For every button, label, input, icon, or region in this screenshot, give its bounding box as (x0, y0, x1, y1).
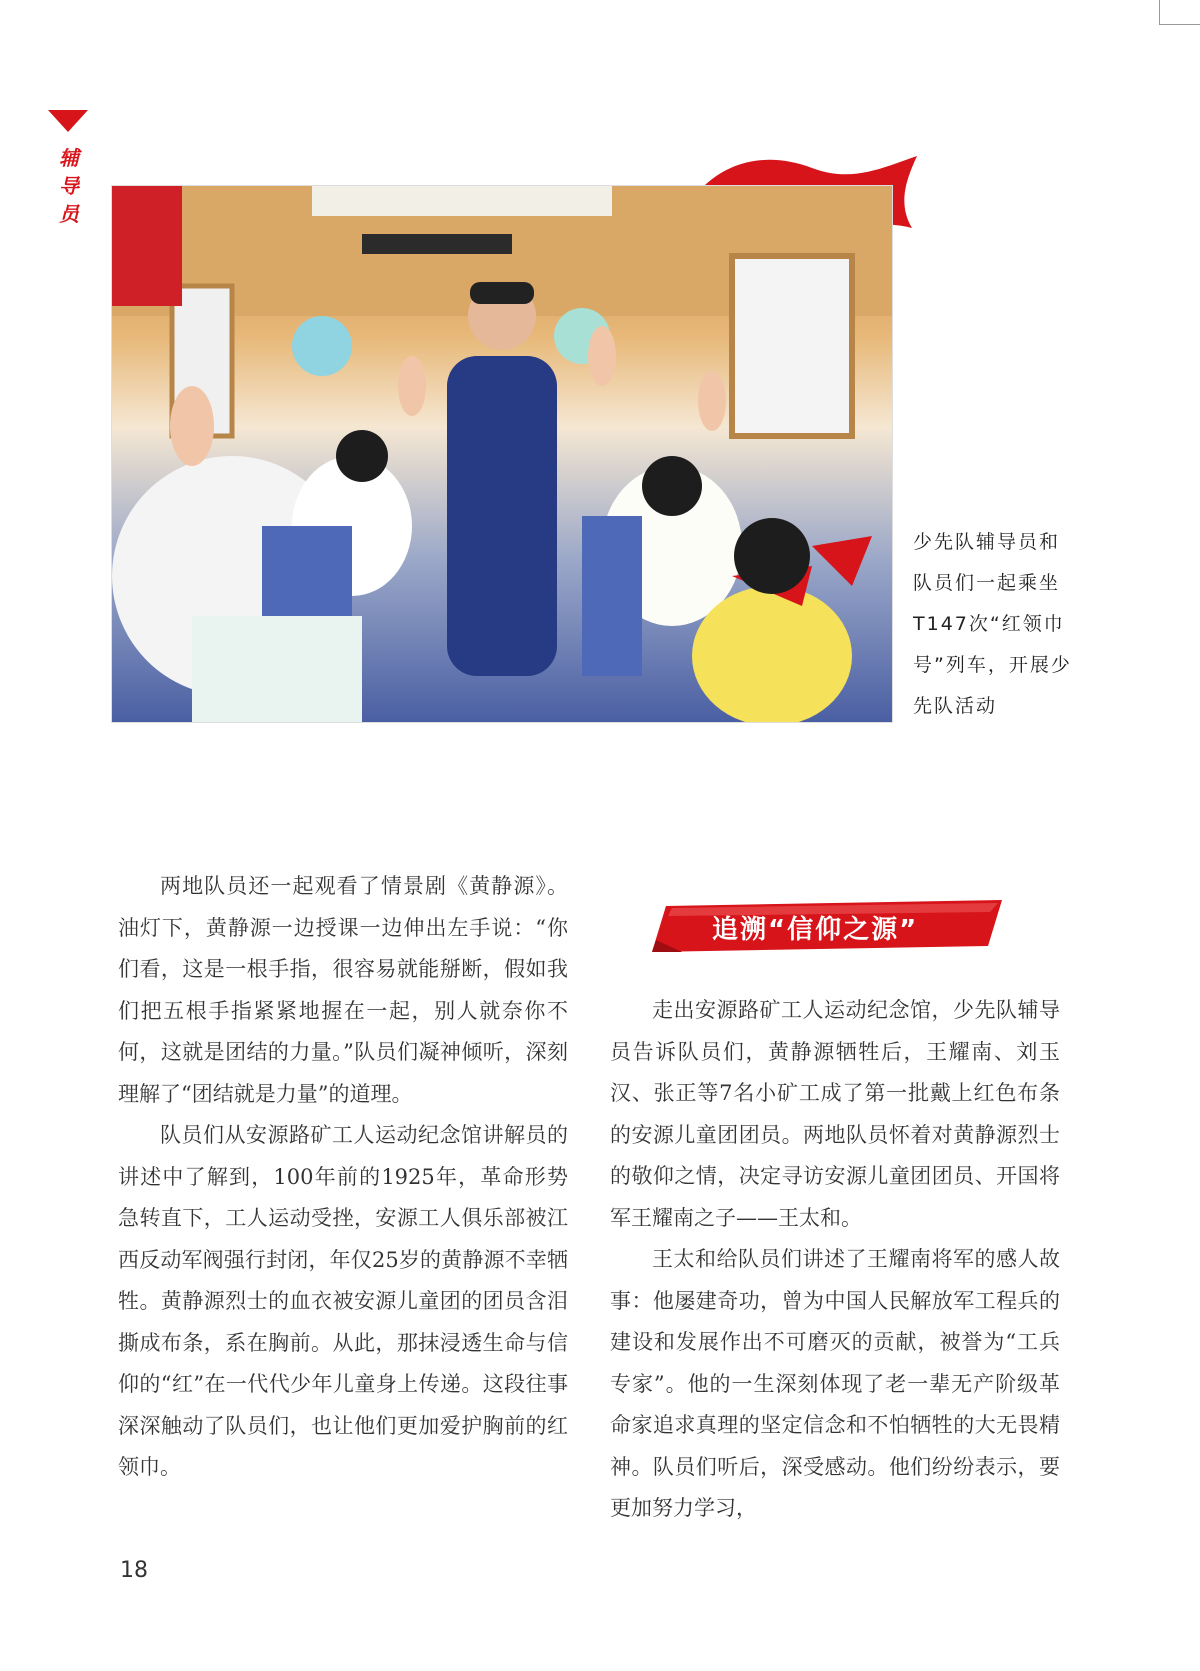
paragraph: 王太和给队员们讲述了王耀南将军的感人故事：他屡建奇功，曾为中国人民解放军工程兵的建设和发展作出不可磨灭的贡献，被誉为“工兵专家”。他的一生深刻体现了老一辈无产阶级革命家追求真理的坚定信念和不怕牺牲的大无畏精神。队员们听后，深受感动。他们纷纷表示，要更加努力学习， (610, 1247, 1060, 1520)
right-column (610, 990, 1060, 1530)
column-name-char: 导 (59, 174, 79, 198)
page-number: 18 (120, 1558, 148, 1583)
section-header (652, 900, 1012, 952)
paragraph: 队员们从安源路矿工人运动纪念馆讲解员的讲述中了解到，100年前的1925年，革命形势急转直下，工人运动受挫，安源工人俱乐部被江西反动军阀强行封闭，年仅25岁的黄静源不幸牺牲。黄静源烈士的血衣被安源儿童团的团员含泪撕成布条，系在胸前。从此，那抹浸透生命与信仰的“红”在一代代少年儿童身上传递。这段往事深深触动了队员们，也让他们更加爱护胸前的红领巾。 (118, 1123, 568, 1479)
train-activity-photo (112, 186, 892, 722)
column-name-char: 员 (59, 202, 79, 226)
photo-block (112, 186, 892, 722)
photo-icon (112, 186, 892, 722)
photo-caption: 少先队辅导员和队员们一起乘坐T147次“红领巾号”列车，开展少先队活动 (913, 531, 1072, 717)
paragraph: 走出安源路矿工人运动纪念馆，少先队辅导员告诉队员们，黄静源牺牲后，王耀南、刘玉汉、张正等7名小矿工成了第一批戴上红色布条的安源儿童团团员。两地队员怀着对黄静源烈士的敬仰之情，决定寻访安源儿童团团员、开国将军王耀南之子——王太和。 (610, 998, 1060, 1230)
section-title: 追溯“信仰之源” (712, 915, 919, 945)
crop-mark (1159, 0, 1200, 25)
column-name (56, 144, 82, 228)
left-column (118, 866, 568, 1489)
column-name-char: 辅 (59, 146, 79, 170)
paragraph: 两地队员还一起观看了情景剧《黄静源》。油灯下，黄静源一边授课一边伸出左手说：“你们看，这是一根手指，很容易就能掰断，假如我们把五根手指紧紧地握在一起，别人就奈你不何，这就是团结的力量。”队员们凝神倾听，深刻理解了“团结就是力量”的道理。 (118, 874, 568, 1106)
header-triangle-icon (48, 110, 88, 132)
